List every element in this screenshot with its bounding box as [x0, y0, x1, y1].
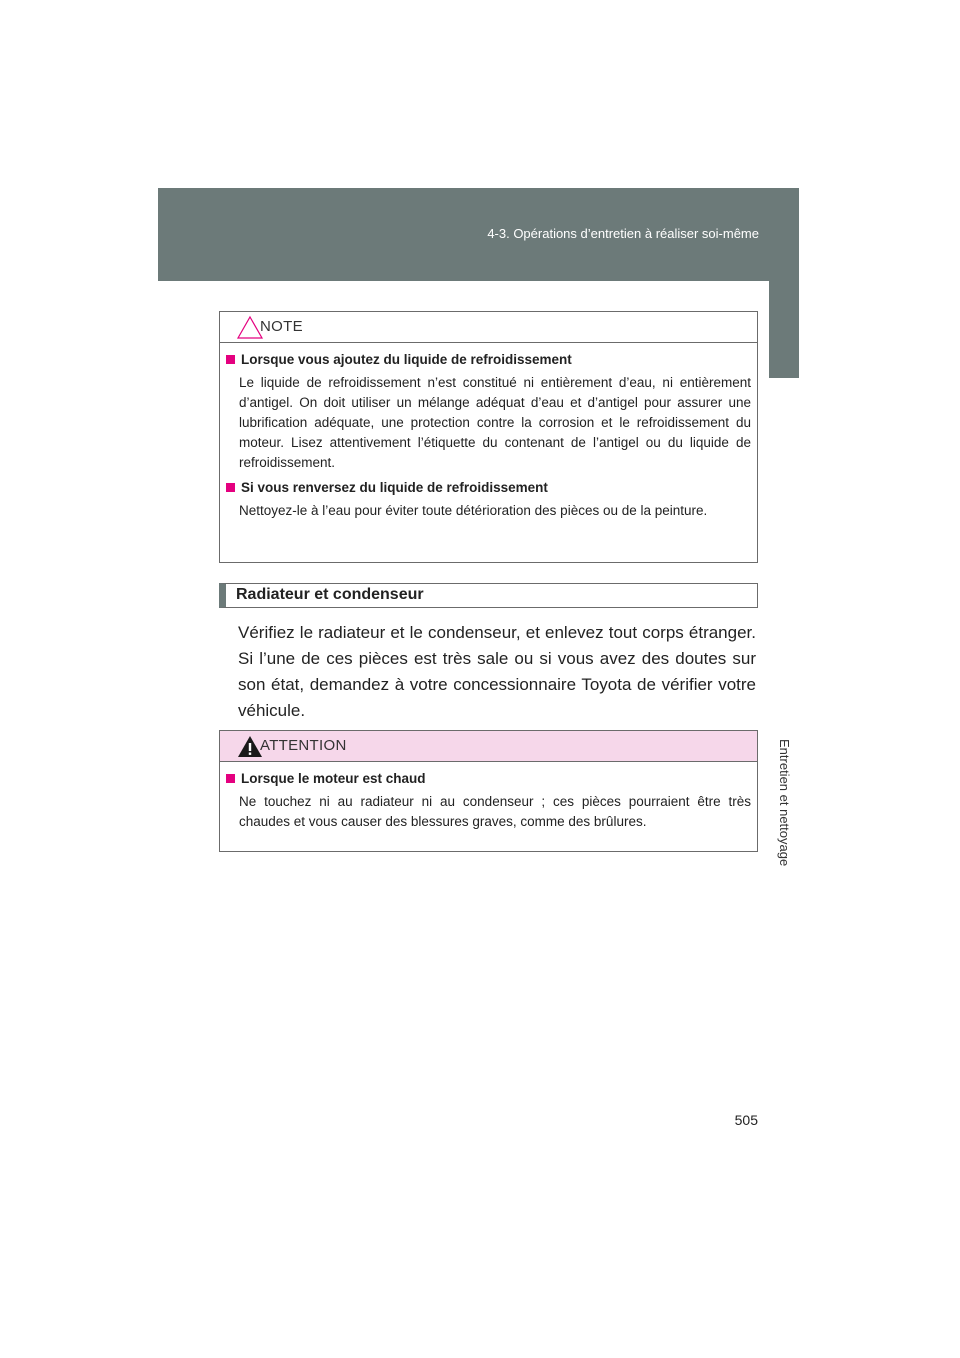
square-bullet-icon [226, 774, 235, 783]
note-item-text: Le liquide de refroidissement n’est constitué ni entièrement d’eau, ni entièrement d’antigel. On doit utiliser un mélange adéquat d’eau et d’antigel pour assurer une lubrification adéquate, une protection contre la corrosion et le refroidissement du moteur. Lisez attentivement l’étiquette du contenant de l’antigel ou du liquide de refroidissement. [239, 375, 751, 470]
note-box-body [220, 343, 757, 521]
square-bullet-icon [226, 355, 235, 364]
chapter-side-tab [769, 281, 799, 435]
attention-box-label: ATTENTION [260, 737, 347, 754]
note-box-header [220, 312, 757, 343]
chapter-header-band [158, 188, 799, 281]
square-bullet-icon [226, 483, 235, 492]
attention-item-title [226, 771, 751, 786]
attention-box [219, 730, 758, 852]
attention-item-text: Ne touchez ni au radiateur ni au condenseur ; ces pièces pourraient être très chaudes et vous causer des blessures graves, comme des brûlures. [239, 794, 751, 829]
note-item-text: Nettoyez-le à l’eau pour éviter toute détérioration des pièces ou de la peinture. [239, 503, 708, 518]
attention-box-header [220, 731, 757, 762]
note-item-title-text: Lorsque vous ajoutez du liquide de refroidissement [241, 352, 572, 367]
page-number: 505 [734, 1112, 758, 1128]
chapter-title: 4-3. Opérations d’entretien à réaliser soi-même [487, 226, 759, 241]
attention-item-title-text: Lorsque le moteur est chaud [241, 771, 426, 786]
note-item-title [226, 480, 751, 495]
section-heading-bar [219, 583, 758, 608]
section-paragraph: Vérifiez le radiateur et le condenseur, et enlevez tout corps étranger. Si l’une de ces pièces est très sale ou si vous avez des doutes sur son état, demandez à votre concessionnaire Toyota de vérifier votre véhicule. [238, 623, 756, 720]
section-title: Radiateur et condenseur [236, 586, 424, 603]
chapter-number: 4 [780, 420, 788, 435]
note-item-title-text: Si vous renversez du liquide de refroidissement [241, 480, 548, 495]
note-box-label: NOTE [260, 318, 303, 335]
chapter-side-label: Entretien et nettoyage [777, 738, 792, 866]
note-box [219, 311, 758, 563]
attention-box-body [220, 762, 757, 832]
note-item-title [226, 352, 751, 367]
